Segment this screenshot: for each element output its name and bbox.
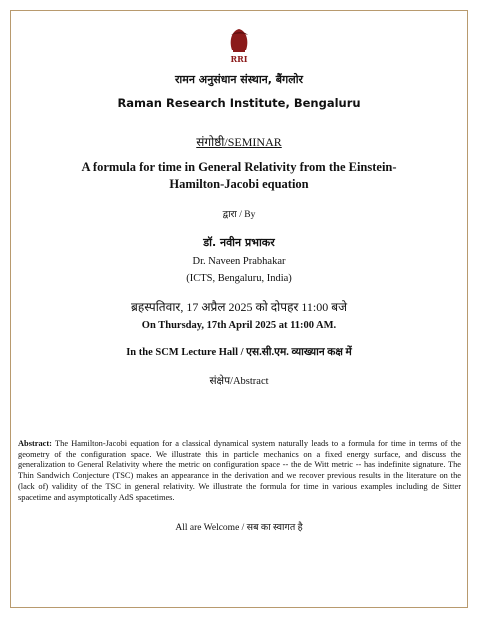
abstract-paragraph xyxy=(18,439,461,503)
welcome-note: All are Welcome / सब का स्वागत है xyxy=(175,523,303,533)
abstract-label: Abstract: xyxy=(18,439,52,448)
rri-logo-icon xyxy=(216,22,262,68)
title-line-2: Hamilton-Jacobi equation xyxy=(169,177,309,191)
title-line-1: A formula for time in General Relativity from the Einstein- xyxy=(81,160,397,174)
datetime-english: On Thursday, 17th April 2025 at 11:00 AM. xyxy=(141,320,337,331)
venue: In the SCM Lecture Hall / एस.सी.एम. व्याख्यान कक्ष में xyxy=(126,347,352,358)
speaker-affiliation: (ICTS, Bengaluru, India) xyxy=(186,273,292,284)
datetime-hindi: ब्रहस्पतिवार, 17 अप्रैल 2025 को दोपहर 11:00 बजे xyxy=(130,300,348,314)
institute-name-hindi: रामन अनुसंधान संस्थान, बैंगलोर xyxy=(174,73,304,86)
abstract-text: The Hamilton-Jacobi equation for a classical dynamical system naturally leads to a formula for time in terms of the geometry of the configuration space. We illustrate this in particle mechanics on a fixed energy surface, and discuss the generalization to General Relativity where the metric on configuration space -- the de Witt metric -- has indefinite signature. The Thin Sandwich Conjecture (TSC) makes an appearance in the derivation and we recover previous results in the literature on the (lack of) validity of the TSC in general relativity. We illustrate the formula for time in various examples including de Sitter spacetime and asymptotically AdS spacetimes. xyxy=(18,439,461,502)
by-label: द्वारा / By xyxy=(222,210,256,220)
seminar-label: संगोष्ठी/SEMINAR xyxy=(196,135,282,149)
speaker-name-hindi: डॉ. नवीन प्रभाकर xyxy=(203,236,275,249)
institute-name-english: Raman Research Institute, Bengaluru xyxy=(117,96,361,110)
abstract-heading: संक्षेप/Abstract xyxy=(209,376,269,387)
logo-text: RRI xyxy=(230,54,248,64)
speaker-name-english: Dr. Naveen Prabhakar xyxy=(192,256,286,267)
